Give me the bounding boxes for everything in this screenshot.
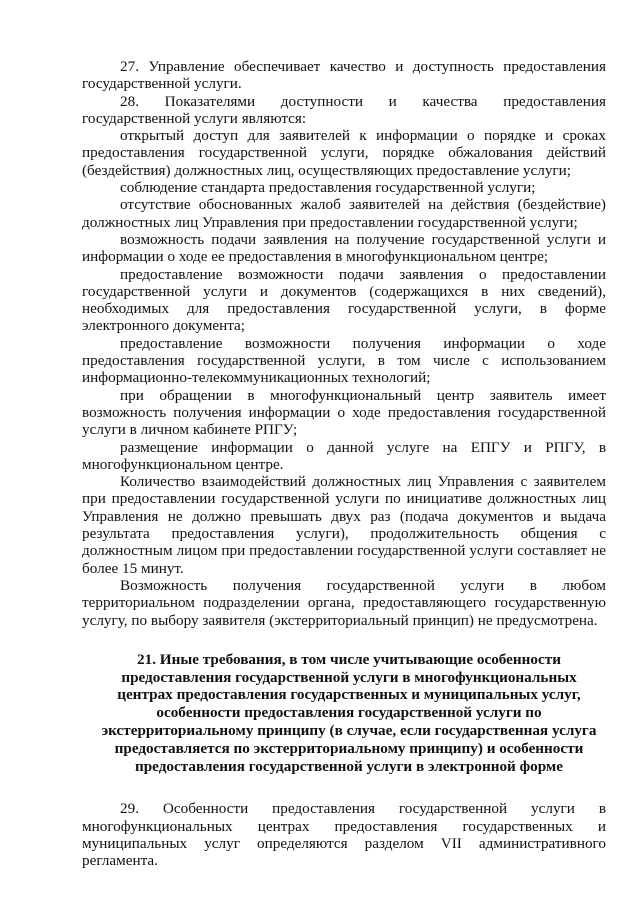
list-item-no-complaints: отсутствие обоснованных жалоб заявителей на действия (бездействие) должностных лиц Управления при предоставлении государственной услуги; (82, 196, 606, 231)
list-item-electronic-application: предоставление возможности подачи заявления о предоставлении государственной услуги и документов (содержащихся в них сведений), необходимых для предоставления государственной услуги, в форме электронного документа; (82, 265, 606, 335)
paragraph-extraterritorial: Возможность получения государственной услуги в любом территориальном подразделении органа, предоставляющего государственную услугу, по выбору заявителя (экстерриториальный принцип) не предусмотрена. (82, 576, 606, 629)
section-heading: 21. Иные требования, в том числе учитывающие особенности предоставления государственной услуги в многофункциональных центрах предоставления государственных и муниципальных услуг, особенности предоставления государственной услуги по экстерриториальному принципу (в случае, если государственная услуга предоставляется по экстерриториальному принципу) и особенности предоставления государственной услуги в электронной форме (101, 650, 597, 775)
paragraph-28: 28. Показателями доступности и качества предоставления государственной услуги являются: (82, 92, 606, 127)
list-item-epgu-placement: размещение информации о данной услуге на ЕПГУ и РПГУ, в многофункциональном центре. (82, 438, 606, 473)
list-item-progress-info: предоставление возможности получения информации о ходе предоставления государственной услуги, в том числе с использованием информационно-телекоммуникационных технологий; (82, 334, 606, 387)
list-item-standard-compliance: соблюдение стандарта предоставления государственной услуги; (120, 179, 536, 197)
paragraph-27: 27. Управление обеспечивает качество и доступность предоставления государственной услуги. (82, 58, 606, 93)
paragraph-29: 29. Особенности предоставления государственной услуги в многофункциональных центрах предоставления государственных и муниципальных услуг определяются разделом VII административного регламента. (82, 800, 606, 870)
paragraph-interactions-count: Количество взаимодействий должностных лиц Управления с заявителем при предоставлении государственной услуги по инициативе должностных лиц Управления не должно превышать двух раз (подача документов и выдача результата предоставления услуги), продолжительность общения с должностным лицом при предоставлении государственной услуги составляет не более 15 минут. (82, 473, 606, 577)
list-item-rpgu-cabinet: при обращении в многофункциональный центр заявитель имеет возможность получения информации о ходе предоставления государственной услуги в личном кабинете РПГУ; (82, 386, 606, 439)
list-item-open-access: открытый доступ для заявителей к информации о порядке и сроках предоставления государственной услуги, порядке обжалования действий (бездействия) должностных лиц, осуществляющих предоставление услуги; (82, 127, 606, 179)
list-item-mfc-application: возможность подачи заявления на получение государственной услуги и информации о ходе ее предоставления в многофункциональном центре; (82, 230, 606, 266)
